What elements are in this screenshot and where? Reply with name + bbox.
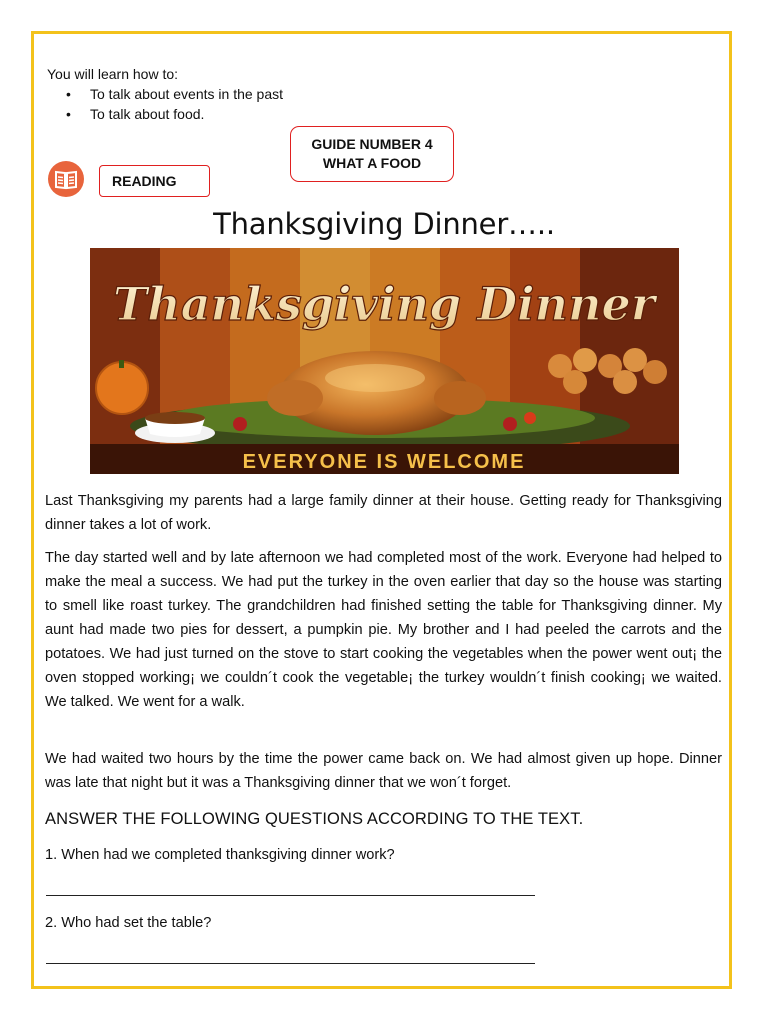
answer-line[interactable]	[46, 895, 535, 896]
thanksgiving-banner-image	[90, 248, 679, 474]
paragraph: The day started well and by late afternoon we had completed most of the work. Everyone had helped to make the meal a success. We had put the turkey in the oven earlier that day so the house was starting to smell like roast turkey. The grandchildren had finished setting the table for Thanksgiving dinner. My aunt had made two pies for dessert, a pumpkin pie. My brother and I had peeled the carrots and the potatoes. We had just turned on the stove to start cooking the vegetables when the power went out¡ the oven stopped working¡ we couldn´t cook the vegetable¡ the turkey wouldn´t finish cooking¡ we waited. We talked. We went for a walk.	[45, 550, 722, 710]
guide-topic-label: WHAT A FOOD	[322, 155, 422, 171]
question: 1. When had we completed thanksgiving dinner work?	[45, 847, 395, 863]
answer-line[interactable]	[46, 963, 535, 964]
banner-headline: Thanksgiving Dinner	[113, 277, 655, 331]
reading-section-label: READING	[99, 165, 210, 197]
paragraph: We had waited two hours by the time the power came back on. We had almost given up hope. Dinner was late that night but it was a Thanksgiving dinner that we won´t forget.	[45, 751, 722, 791]
learning-goals	[66, 84, 283, 124]
questions-heading: ANSWER THE FOLLOWING QUESTIONS ACCORDING TO THE TEXT.	[45, 810, 584, 828]
guide-number-box	[290, 126, 454, 182]
question: 2. Who had set the table?	[45, 915, 212, 931]
document-title: Thanksgiving Dinner…..	[213, 207, 555, 241]
banner-tagline: EVERYONE IS WELCOME	[242, 451, 526, 473]
learning-goal-item: • To talk about events in the past	[66, 84, 283, 104]
paragraph: Last Thanksgiving my parents had a large family dinner at their house. Getting ready for Thanksgiving dinner takes a lot of work.	[45, 493, 722, 533]
guide-number-label: GUIDE NUMBER 4	[311, 136, 433, 152]
learning-intro: You will learn how to:	[47, 66, 179, 82]
learning-goal-item: • To talk about food.	[66, 104, 283, 124]
open-book-icon	[47, 160, 85, 198]
